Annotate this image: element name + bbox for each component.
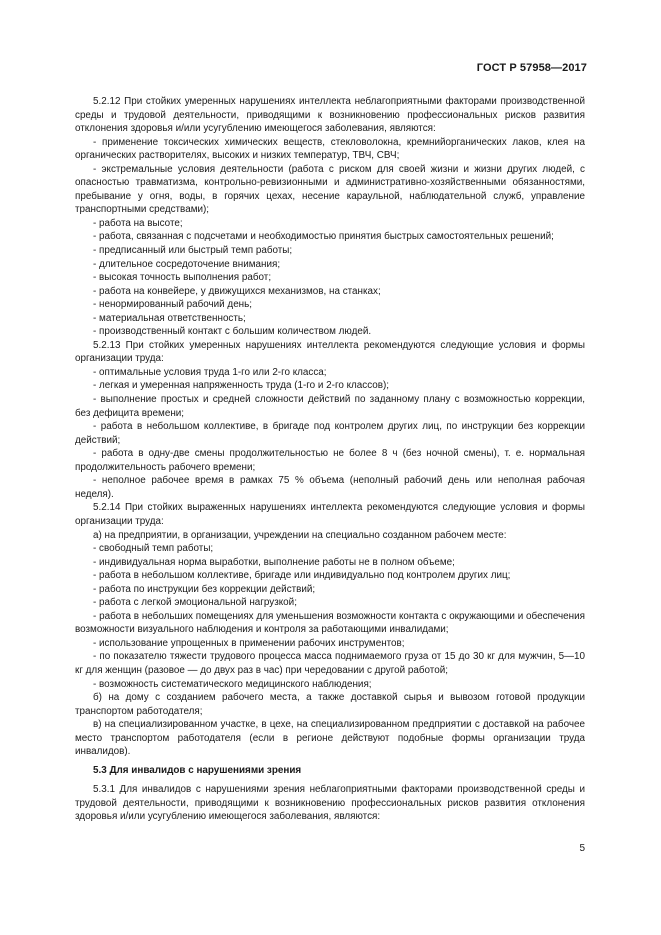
list-item: - возможность систематического медицинского наблюдения; — [93, 678, 372, 690]
document-body — [75, 95, 585, 824]
list-item: - работа на высоте; — [93, 217, 183, 229]
paragraph: 5.3.1 Для инвалидов с нарушениями зрения неблагоприятными факторами производственной среды и трудовой деятельности, приводящими к возникновению профессиональных рисков развития отклонения здоровья и/или усугублению имеющегося заболевания, являются: — [75, 784, 585, 823]
list-item: - экстремальные условия деятельности (работа с риском для своей жизни и жизни других людей, с опасностью травматизма, контрольно-ревизионными и административно-хозяйственными обязанностями, пребывание у огня, воды, в горячих цехах, несение караульной, наблюдательной служб, управление транспортными средствами); — [75, 163, 585, 216]
list-item: - оптимальные условия труда 1-го или 2-го класса; — [93, 366, 327, 378]
list-item: б) на дому с созданием рабочего места, а также доставкой сырья и вывозом готовой продукции транспортом работодателя; — [75, 692, 585, 717]
list-item: а) на предприятии, в организации, учреждении на специально созданном рабочем месте: — [93, 529, 507, 541]
list-item: - производственный контакт с большим количеством людей. — [93, 326, 372, 338]
list-item: - работа с легкой эмоциональной нагрузкой; — [93, 597, 297, 609]
list-item: - неполное рабочее время в рамках 75 % объема (неполный рабочий день или неполная рабочая неделя). — [75, 475, 585, 500]
list-item: - работа на конвейере, у движущихся механизмов, на станках; — [93, 285, 381, 297]
paragraph: 5.2.14 При стойких выраженных нарушениях интеллекта рекомендуются следующие условия и формы организации труда: — [75, 502, 585, 527]
document-standard-id: ГОСТ Р 57958—2017 — [476, 62, 587, 74]
list-item: - работа в небольших помещениях для уменьшения возможности контакта с окружающими и обеспечения возможности визуального наблюдения и контроля за работающими инвалидами; — [75, 610, 585, 636]
list-item: - работа в небольшом коллективе, в бригаде под контролем других лиц, по инструкции без коррекции действий; — [75, 421, 585, 446]
page-number: 5 — [579, 843, 585, 854]
list-item: - выполнение простых и средней сложности действий по заданному плану с возможностью коррекции, без дефицита времени; — [75, 394, 585, 419]
section-heading: 5.3 Для инвалидов с нарушениями зрения — [93, 764, 302, 776]
list-item: - по показателю тяжести трудового процесса масса поднимаемого груза от 15 до 30 кг для мужчин, 5—10 кг для женщин (разовое — до двух раз в час) при чередовании с другой работой; — [75, 651, 585, 676]
list-item: - длительное сосредоточение внимания; — [93, 258, 281, 270]
list-item: в) на специализированном участке, в цехе, на специализированном предприятии с доставкой на рабочее место транспортом работодателя (если в регионе действуют подобные формы организации труда инвалидов). — [75, 719, 585, 758]
list-item: - работа в одну-две смены продолжительностью не более 8 ч (без ночной смены), т. е. нормальная продолжительность рабочего времени; — [75, 448, 585, 473]
paragraph: 5.2.13 При стойких умеренных нарушениях интеллекта рекомендуются следующие условия и формы организации труда: — [75, 339, 585, 365]
list-item: - использование упрощенных в применении рабочих инструментов; — [93, 637, 405, 649]
list-item: - материальная ответственность; — [93, 312, 246, 324]
list-item: - работа в небольшом коллективе, бригаде или индивидуально под контролем других лиц; — [93, 570, 511, 582]
list-item: - высокая точность выполнения работ; — [93, 272, 272, 284]
list-item: - работа, связанная с подсчетами и необходимостью принятия быстрых самостоятельных решений; — [93, 231, 554, 243]
list-item: - предписанный или быстрый темп работы; — [93, 245, 293, 257]
list-item: - применение токсических химических веществ, стекловолокна, кремнийорганических лаков, клея на органических растворителях, высоких и низких температур, ТВЧ, СВЧ; — [75, 136, 585, 162]
list-item: - свободный темп работы; — [93, 543, 214, 555]
list-item: - ненормированный рабочий день; — [93, 299, 253, 311]
list-item: - работа по инструкции без коррекции действий; — [93, 583, 316, 595]
list-item: - индивидуальная норма выработки, выполнение работы не в полном объеме; — [93, 556, 455, 568]
paragraph: 5.2.12 При стойких умеренных нарушениях интеллекта неблагоприятными факторами производственной среды и трудовой деятельности, приводящими к возникновению профессиональных рисков развития отклонения здоровья и/или усугублению имеющегося заболевания, являются: — [75, 96, 585, 135]
list-item: - легкая и умеренная напряженность труда (1-го и 2-го классов); — [93, 380, 390, 392]
